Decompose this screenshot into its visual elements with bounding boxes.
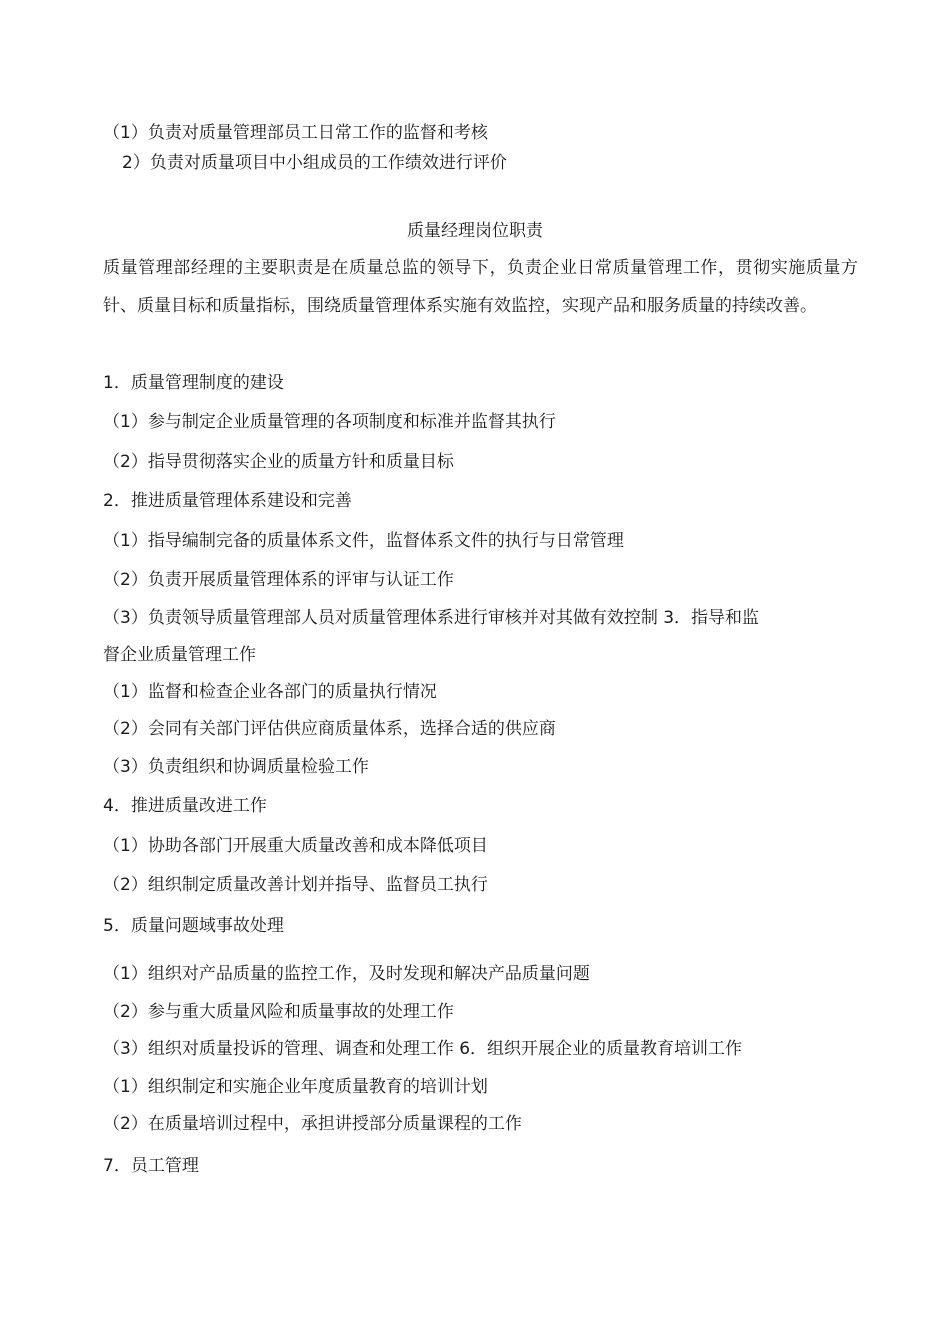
heading-5: 5．质量问题域事故处理 (103, 916, 284, 936)
list-item: （2）在质量培训过程中，承担讲授部分质量课程的工作 (103, 1114, 522, 1134)
heading-2: 2．推进质量管理体系建设和完善 (103, 491, 352, 511)
list-item: （1）指导编制完备的质量体系文件，监督体系文件的执行与日常管理 (103, 531, 624, 551)
list-item: （3）负责领导质量管理部人员对质量管理体系进行审核并对其做有效控制 3．指导和监 (103, 608, 760, 628)
top-item-2: 2）负责对质量项目中小组成员的工作绩效进行评价 (122, 153, 507, 173)
list-item: （2）组织制定质量改善计划并指导、监督员工执行 (103, 875, 488, 895)
list-item: （1）组织对产品质量的监控工作，及时发现和解决产品质量问题 (103, 964, 590, 984)
intro-paragraph: 质量管理部经理的主要职责是在质量总监的领导下，负责企业日常质量管理工作，贯彻实施质量方针、质量目标和质量指标，围绕质量管理体系实施有效监控，实现产品和服务质量的持续改善。 (103, 258, 858, 316)
list-item: （2）负责开展质量管理体系的评审与认证工作 (103, 570, 454, 590)
list-item: （2）会同有关部门评估供应商质量体系，选择合适的供应商 (103, 719, 556, 739)
heading-4: 4．推进质量改进工作 (103, 796, 267, 816)
heading-1: 1．质量管理制度的建设 (103, 373, 284, 393)
list-item: （1）监督和检查企业各部门的质量执行情况 (103, 682, 437, 702)
list-item: （3）组织对质量投诉的管理、调查和处理工作 6．组织开展企业的质量教育培训工作 (103, 1039, 743, 1059)
list-item: （1）组织制定和实施企业年度质量教育的培训计划 (103, 1077, 488, 1097)
list-item: （2）指导贯彻落实企业的质量方针和质量目标 (103, 452, 454, 472)
list-item-continuation: 督企业质量管理工作 (103, 645, 256, 665)
list-item: （2）参与重大质量风险和质量事故的处理工作 (103, 1002, 454, 1022)
list-item: （1）协助各部门开展重大质量改善和成本降低项目 (103, 836, 488, 856)
list-item: （1）参与制定企业质量管理的各项制度和标准并监督其执行 (103, 412, 556, 432)
heading-7: 7．员工管理 (103, 1156, 199, 1176)
top-item-1: （1）负责对质量管理部员工日常工作的监督和考核 (103, 123, 488, 143)
section-title: 质量经理岗位职责 (407, 221, 543, 241)
list-item: （3）负责组织和协调质量检验工作 (103, 757, 369, 777)
